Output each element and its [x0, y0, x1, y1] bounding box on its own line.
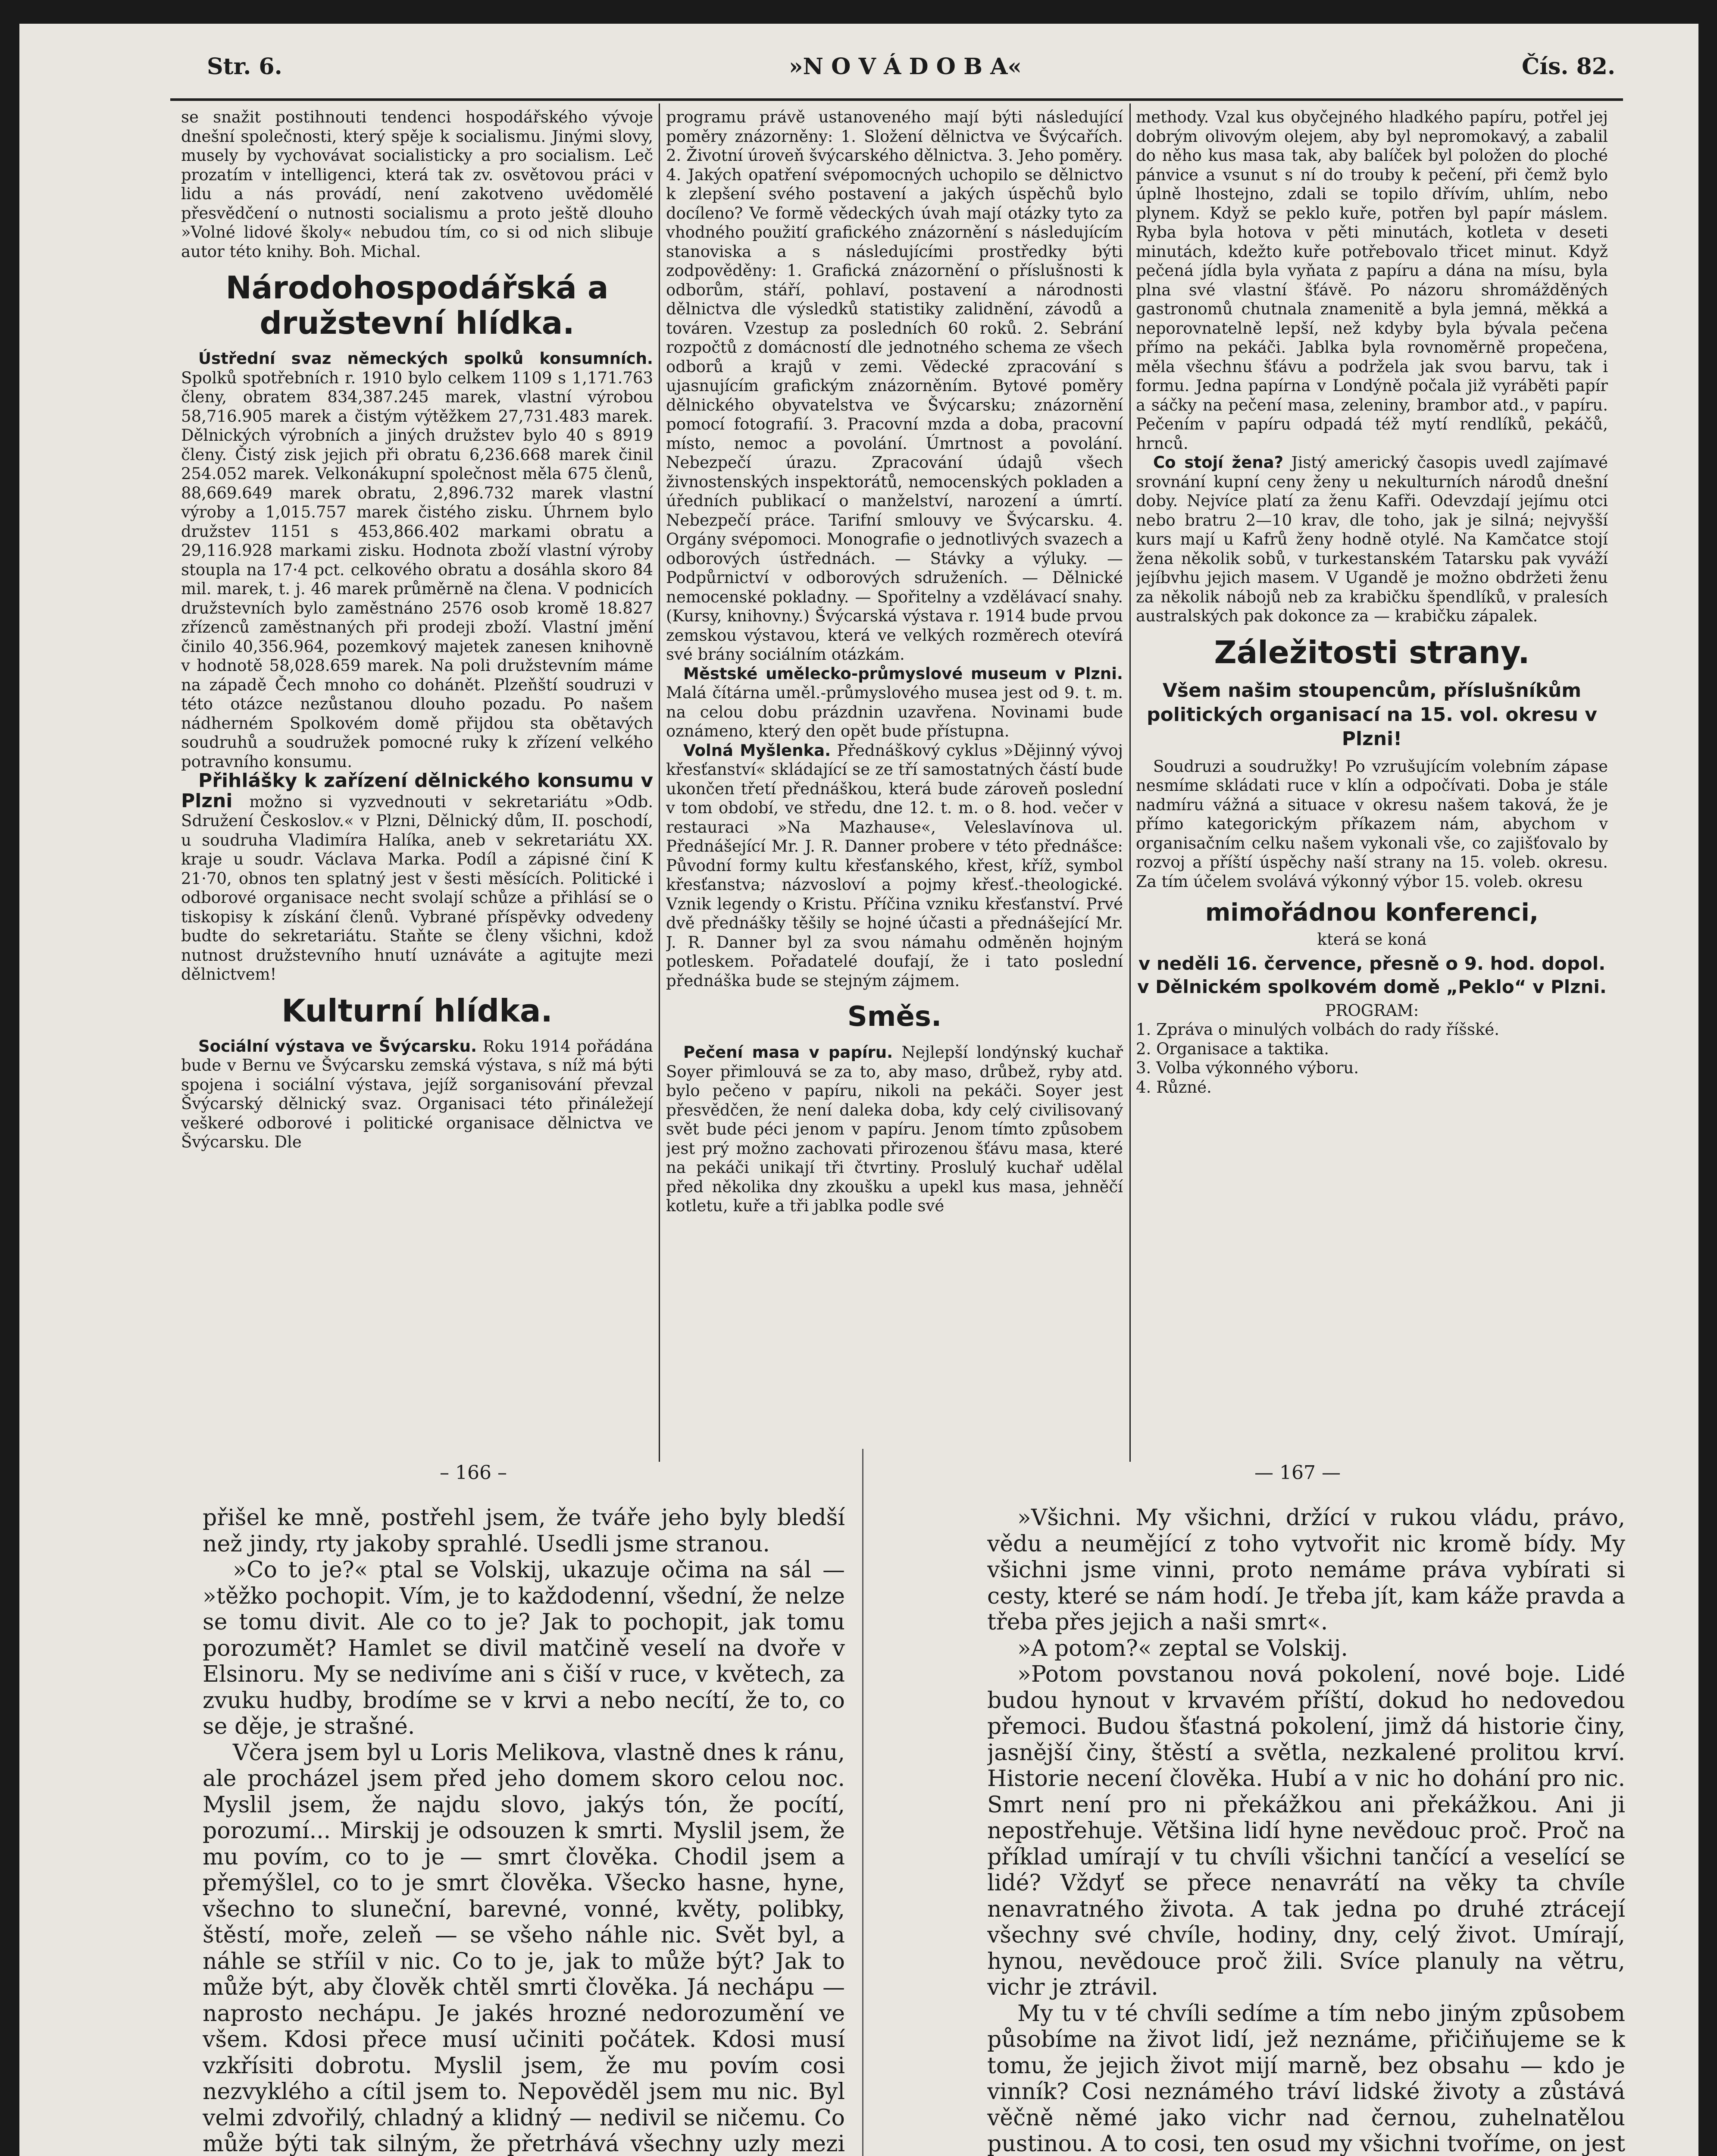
book-paragraph: »Co to je?« ptal se Volskij, ukazuje očima na sál — »těžko pochopit. Vím, je to každodenní, všední, že nelze se tomu divit. Ale co to je? Jak to pochopit, jak tomu porozumět? Hamlet se divil matčině veselí na dvoře v Elsinoru. My se nedivíme ani s čiší v ruce, v květech, za zvuku hudby, brodíme se v krvi a nebo necítí, že to, co se děje, je strašné. — [203, 1557, 845, 1739]
section-title-miscellany: Směs. — [847, 1001, 942, 1033]
book-paragraph: »Potom povstanou nová pokolení, nové boje. Lidé budou hynout v krvavém příští, dokud ho nedovedou přemoci. Budou šťastná pokolení, jimž dá historie činy, jasnější činy, štěstí a světla, nezkalené prolitou krví. Historie necení člověka. Hubí a v nic ho dohání pro nic. Smrt není pro ni překážkou ani překážkou. Ani ji nepostřehuje. Většina lidí hyne nevědouc proč. Proč na příklad umírají v tu chvíli všichni tančící a veselící se lidé? Vždyť se přece nenavrátí na věky ta chvíle nenavratného života. A tak jedna po druhé ztrácejí všechny své chvíle, hodiny, dny, celý život. Umírají, hynou, nevědouce proč žili. Svíce planuly na větru, vichr je ztrávil. — [987, 1661, 1625, 2000]
conference-date-place: v neděli 16. července, přesně o 9. hod. dopol. v Dělnickém spolkovém domě „Peklo“ v Plzni. — [1137, 953, 1607, 997]
conference-heading: mimořádnou konferenci, — [1205, 899, 1539, 927]
header-rule — [170, 98, 1623, 101]
book-review-ending: se snažit postihnouti tendenci hospodářského vývoje dnešní společnosti, který spěje k socialismu. Jinými slovy, musely by vychovávat socialisticky a pro socialism. Leč prozatím v intelligenci, která tak zv. osvětovou práci v lidu a nás provádí, není zakotveno uvědomělé přesvědčení o nutnosti socialismu a proto ještě dlouho »Volné lidové školy« nebudou tím, co si od nich slibuje autor této knihy. Boh. Michal. — [181, 108, 653, 261]
column-divider-1 — [659, 103, 660, 1462]
section-title-culture: Kulturní hlídka. — [281, 992, 553, 1029]
program-title: PROGRAM: — [1325, 1001, 1419, 1020]
announcement-title: Všem našim stoupencům, příslušníkům politických organisací na 15. vol. okresu v Plzni! — [1147, 679, 1597, 750]
program-item: 1. Zpráva o minulých volbách do rady říšské. — [1136, 1020, 1500, 1039]
issue-number: Čís. 82. — [1522, 53, 1616, 80]
article-consumer-registration: Přihlášky k zařízení dělnického konsumu v Plzni možno si vyzvednouti v sekretariátu »Odb. Sdružení Českoslov.« v Plzni, Dělnický dům, II. poschodí, u soudruha Vladimíra Halíka, aneb v sekretariátu XX. kraje u soudr. Václava Marka. Podíl a zápisné činí K 21·70, obnos ten splatný jest v šesti měsících. Politické i odborové organisace necht svolají schůze a přihlásí se o tiskopisy k získání členů. Vybrané příspěvky odvedeny budte do sekretariátu. Staňte se členy všichni, kdož nutnost družstevního hnutí uznáváte a agitujte mezi dělnictvem! — [181, 770, 653, 984]
program-item: 2. Organisace a taktika. — [1136, 1039, 1329, 1058]
book-page-left — [203, 1505, 845, 2156]
article-paper-roasting: Pečení masa v papíru. Nejlepší londýnský kuchař Soyer přimlouvá se za to, aby maso, drůbež, ryby atd. bylo pečeno v papíru, nikoli na pekáči. Soyer jest přesvědčen, že není daleka doba, kdy celý civilisovaný svět bude péci jenom v papíru. Jenom tímto způsobem jest prý možno zachovati přirozenou šťávu masa, které na pekáči unikají tři čtvrtiny. Proslulý kuchař udělal před několika dny zkoušku a upekl kus masa, jehněčí kotletu, kuře a tři jablka podle své — [666, 1043, 1123, 1215]
exhibition-program: programu právě ustanoveného mají býti následující poměry znázorněny: 1. Složení dělnictva ve Švýcařích. 2. Životní úroveň švýcarského dělnictva. 3. Jeho poměry. 4. Jakých opatření svépomocných uchopilo se dělnictvo k zlepšení svého postavení a jakých úspěchů bylo docíleno? Ve formě vědeckých úvah mají otázky tyto za vhodného použití grafického znázornění s následujícím stanoviska a s následujícími prostředky býti zodpověděny: 1. Grafická znázornění o příslušnosti k odborům, stáří, pohlaví, postavení a národnosti dělnictva dle výsledků statistiky zalidnění, závodů a továren. Vzestup za posledních 60 roků. 2. Sebrání rozpočtů z domácností dle jednotného schema ze všech odborů a krajů v zemi. Vědecké zpracování s ujasnujícím grafickým znázorněním. Bytové poměry dělnického obyvatelstva ve Švýcarsku; znázornění pomocí fotografií. 3. Pracovní mzda a doba, pracovní místo, nemoc a povolání. Úmrtnost a povolání. Nebezpečí úrazu. Zpracování údajů všech živnostenských inspektorátů, nemocenských pokladen a úředních publikací o manželství, narození a úmrtí. Nebezpečí práce. Tarifní smlouvy ve Švýcarsku. 4. Orgány svépomoci. Monografie o jednotlivých svazech a odborových ústřednách. — Stávky a výluky. — Podpůrnictví v odborových sdruženích. — Dělnické nemocenské pokladny. — Spořitelny a vzdělávací snahy. (Kursy, knihovny.) Švýcarská výstava r. 1914 bude prvou zemskou výstavou, která ve velkých rozměrech otevírá své brány sociálním otázkám. — [666, 108, 1123, 664]
article-woman-price: Co stojí žena? Jistý americký časopis uvedl zajímavé srovnání kupní ceny ženy u nekulturních národů dnešní doby. Nejvíce platí za ženu Kafři. Odevzdají jejímu otci nebo bratru 2—10 krav, dle toho, jak je silná; nejvyšší kurs mají u Kafrů ženy hodně otylé. Na Kamčatce stojí žena několik sobů, v turkestanském Tatarsku pak vyváží jejíbvhu jejich masem. V Ugandě je možno obdržeti ženu za několik nábojů neb za krabičku špendlíků, v pralesích australských pak dokonce za — krabičku zápalek. — [1136, 453, 1608, 625]
paper-roasting-continued: methody. Vzal kus obyčejného hladkého papíru, potřel jej dobrým olivovým olejem, aby byl nepromokavý, a zabalil do něho kus masa tak, aby balíček byl položen do ploché pánvice a vsunut s ní do trouby k pečení, při čemž bylo úplně lhostejno, zdali se topilo dřívím, uhlím, nebo plynem. Když se peklo kuře, potřen byl papír máslem. Ryba byla hotova v pěti minutách, kotleta v deseti minutách, kdežto kuře potřebovalo třicet minut. Když pečená jídla byla vyňata z papíru a dána na mísu, byla plna své vlastní šťávě. Po názoru shromážděných gastronomů chutnala znamenitě a byla jemná, měkká a neporovnatelně lepší, než kdyby byla bývala pečena přímo na pekáči. Jablka byla rovnoměrně propečena, měla všechnu šťávu a podržela jak svou barvu, tak i formu. Jedna papírna v Londýně počala již vyráběti papír a sáčky na pečení masa, zeleniny, brambor atd., v papíru. Pečením v papíru odpadá též mytí rendlíků, pekáčů, hrnců. — [1136, 108, 1608, 453]
book-page-right — [987, 1505, 1625, 2156]
conference-which: která se koná — [1317, 930, 1427, 949]
article-free-thought: Volná Myšlenka. Přednáškový cyklus »Dějinný vývoj křesťanství« skládající se ze tří samostatných částí bude ukončen třetí přednáškou, která bude zároveň poslední v tom období, ve středu, dne 12. t. m. o 8. hod. večer v restauraci »Na Mazhause«, Veleslavínova ul. Přednášející Mr. J. R. Danner probere v této přednášce: Původní formy kultu křesťanského, křest, kříž, symbol křesťanstva; názvosloví a pojmy křesť.-theologické. Vznik legendy o Kristu. Příčina vzniku křesťanství. Prvé dvě přednášky těšily se hojné účasti a přednášející Mr. J. R. Danner byl za svou námahu odměněn hojným potleskem. Pořadatelé doufají, že i tato poslední přednáška bude se stejným zájmem. — [666, 741, 1123, 990]
book-fold — [862, 1449, 863, 2156]
book-page-number-right: — 167 — — [1254, 1462, 1341, 1484]
section-title-economy: Národohospodářská a družstevní hlídka. — [225, 270, 609, 341]
book-paragraph: »A potom?« zeptal se Volskij. — [1017, 1635, 1348, 1661]
column-1 — [181, 108, 653, 1332]
column-3 — [1136, 108, 1608, 1332]
article-consumer-coops: Ústřední svaz německých spolků konsumních. Spolků spotřebních r. 1910 bylo celkem 1109 s 1,171.763 členy, obratem 834,387.245 marek, vlastní výrobou 58,716.905 marek a čistým výtěžkem 27,731.483 marek. Dělnických výrobních a jiných družstev bylo 40 s 8919 členy. Čistý zisk jejich při obratu 6,236.668 marek činil 254.052 marek. Velkonákupní společnost měla 675 členů, 88,669.649 marek obratu, 2,896.732 marek vlastní výroby a 1,015.757 marek čistého zisku. Úhrnem bylo družstev 1151 s 453,866.402 markami obratu a 29,116.928 markami zisku. Hodnota zboží vlastní výroby stoupla na 17·4 pct. celkového obratu a dosáhla skoro 84 mil. marek, t. j. 46 marek průměrně na člena. V podnicích družstevních bylo zaměstnáno 2576 osob kromě 18.827 zřízenců zaměstnaných při prodeji zboží. Vlastní jmění činilo 40,356.964, pozemkový majetek zanesen knihovně v hodnotě 58,028.659 marek. Na poli družstevním máme na západě Čech mnoho co dohánět. Plzeňští soudruzi v této otázce nezůstanou dlouho pozadu. Po našem nádherném Spolkovém domě přijdou sta obětavých soudruhů a soudružek pomocné ruky k zřízení velkého potravního konsumu. — [181, 349, 653, 771]
column-divider-2 — [1129, 103, 1131, 1462]
book-paragraph: »Všichni. My všichni, držící v rukou vládu, právo, vědu a neumějící z toho vytvořit nic kromě bídy. My všichni jsme vinni, proto nemáme práva vybírati si cesty, které se nám hodí. Je třeba jít, kam káže pravda a třeba přes jejich a naši smrt«. — [987, 1505, 1625, 1635]
article-social-exhibition: Sociální výstava ve Švýcarsku. Roku 1914 pořádána bude v Bernu ve Švýcarsku zemská výstava, s níž má býti spojena i sociální výstava, jejíž sorganisování převzal Švýcarský dělnický svaz. Organisaci této přináležejí veškeré odborové i politické organisace dělnictva ve Švýcarsku. Dle — [181, 1037, 653, 1151]
masthead: »N O V Á D O B A« — [789, 53, 1022, 80]
page-number-left: Str. 6. — [207, 53, 282, 80]
announcement-body: Soudruzi a soudružky! Po vzrušujícím volebním zápase nesmíme skládati ruce v klín a odpočívati. Doba je stále nadmíru vážná a situace v okresu našem taková, že je přímo kategorickým příkazem nám, abychom v organisačním celku našem vykonali vše, co zajišťovalo by rozvoj a příští úspěchy naší strany na 15. voleb. okresu. Za tím účelem svolává výkonný výbor 15. voleb. okresu — [1136, 757, 1608, 891]
book-paragraph: Včera jsem byl u Loris Melikova, vlastně dnes k ránu, ale procházel jsem před jeho domem skoro celou noc. Myslil jsem, že najdu slovo, jakýs tón, že pocítí, porozumí... Mirskij je odsouzen k smrti. Myslil jsem, že mu povím, co to je — smrt člověka. Chodil jsem a přemýšlel, co to je smrt člověka. Všecko hasne, hyne, všechno to sluneční, barevné, vonné, květy, polibky, štěstí, moře, zeleň — se všeho náhle nic. Svět byl, a náhle se stříil v nic. Co to je, jak to může být? Jak to může být, aby člověk chtěl smrti člověka. Já nechápu — naprosto nechápu. Je jakés hrozné nedorozumění ve všem. Kdosi přece musí učiniti počátek. Kdosi musí vzkřísiti dobrotu. Myslil jsem, že mu povím cosi nezvyklého a cítil jsem to. Nepověděl jsem mu nic. Byl velmi zdvořilý, chladný a klidný — nedivil se ničemu. Co může býti tak silným, že přetrhává všechny uzly mezi — [203, 1739, 845, 2156]
column-2 — [666, 108, 1123, 1332]
book-page-number-left: – 166 – — [440, 1462, 507, 1484]
program-list — [1136, 1020, 1608, 1097]
book-paragraph: přišel ke mně, postřehl jsem, že tváře jeho byly bledší než jindy, rty jakoby sprahlé. Usedli jsme stranou. — [203, 1505, 845, 1557]
article-museum: Městské umělecko-průmyslové museum v Plzni. Malá čítárna uměl.-průmyslového musea jest od 9. t. m. na celou dobu prázdnin uzavřena. Novinami bude oznámeno, který den opět bude přístupna. — [666, 664, 1123, 740]
program-item: 4. Různé. — [1136, 1078, 1212, 1097]
book-paragraph: My tu v té chvíli sedíme a tím nebo jiným způsobem působíme na život lidí, jež neznáme, přičiňujeme se k tomu, že jejich život mijí marně, bez obsahu — kdo je vinník? Cosi neznámého tráví lidské životy a zůstává věčně němé jako vichr nad černou, zuhelnatělou pustinou. A to cosi, ten osud my všichni tvoříme, on jest — [987, 2000, 1625, 2156]
section-title-party: Záležitosti strany. — [1214, 634, 1530, 671]
program-item: 3. Volba výkonného výboru. — [1136, 1059, 1359, 1077]
